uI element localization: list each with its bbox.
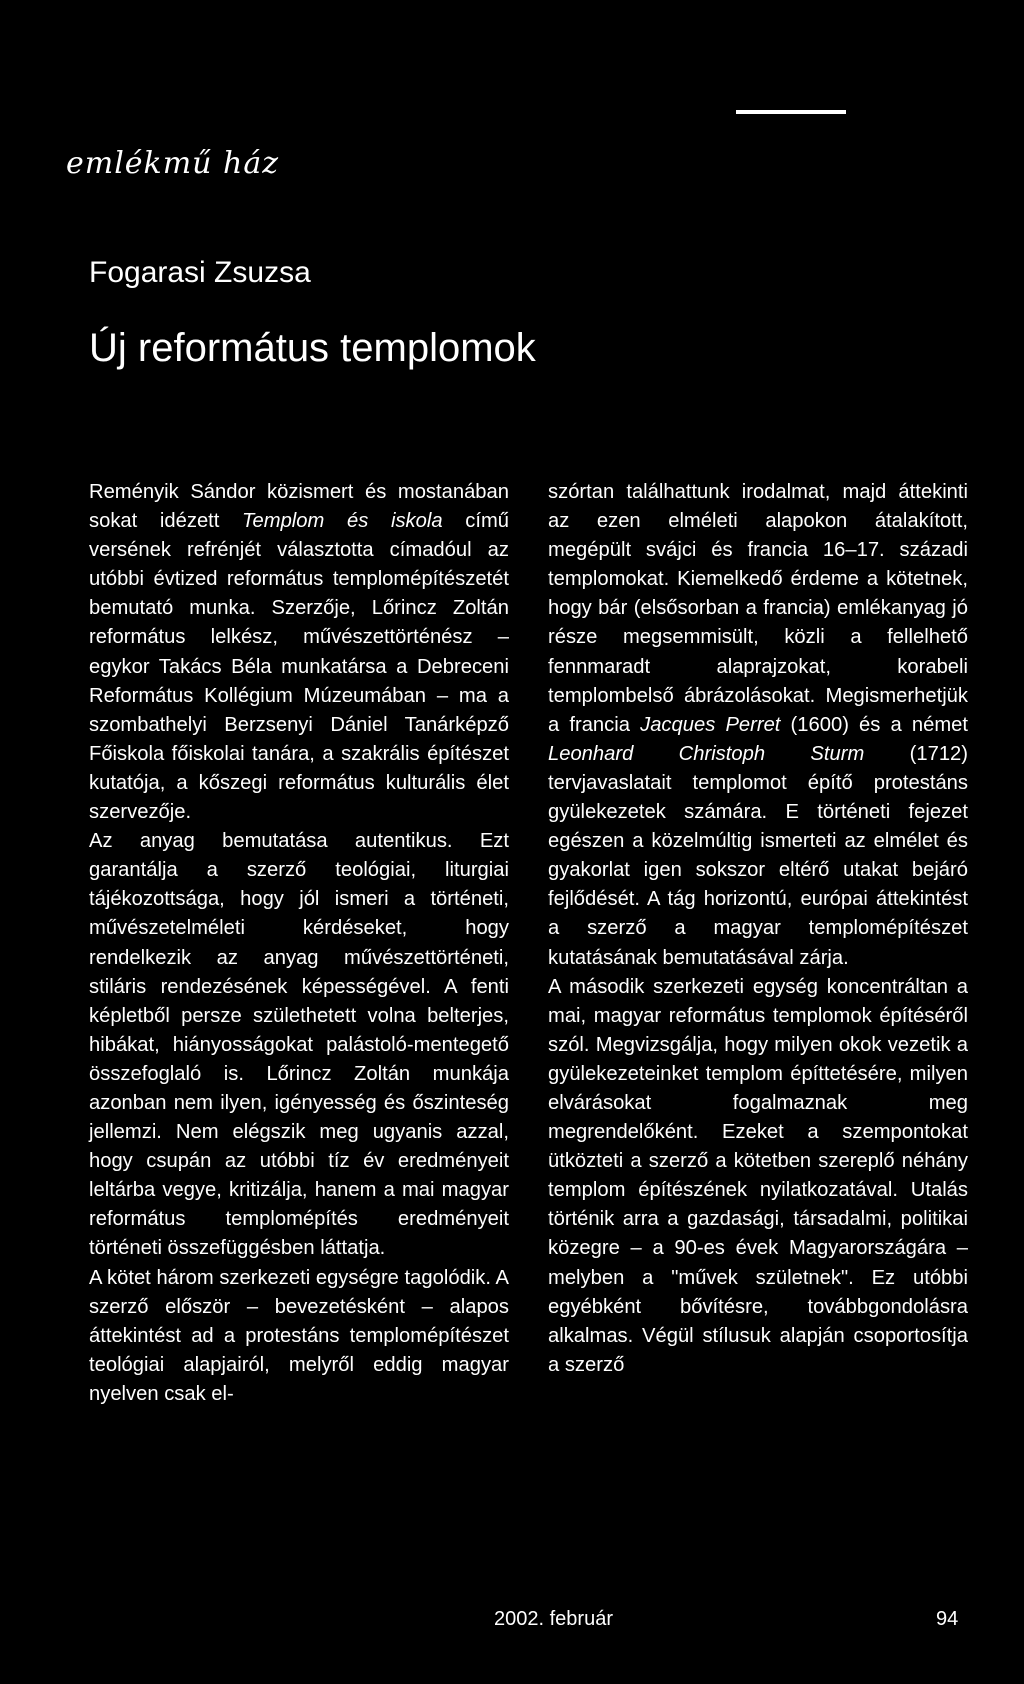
text-run: (1712) tervjavaslatait templomot építő protestáns gyülekezetek számára. E történeti fejezet egészen a közelmúltig ismerteti az elmélet és gyakorlat igen sokszor eltérő utakat bejáró fejlődését. A tág horizontú, európai áttekintést a szerző a magyar templomépítészet kutatásának bemutatásával zárja. <box>548 742 968 969</box>
text-run: A kötet három szerkezeti egységre tagolódik. A szerző először – bevezetésként – alapos áttekintést ad a protestáns templomépítészet teológiai alapjairól, melyről eddig magyar nyelven csak el- <box>89 1266 509 1405</box>
left-column <box>89 478 509 1409</box>
header-rule <box>736 110 846 114</box>
person-name: Leonhard Christoph Sturm <box>548 742 865 765</box>
article-title: Új református templomok <box>89 326 536 370</box>
paragraph <box>548 478 968 973</box>
page-number: 94 <box>936 1608 959 1630</box>
paragraph <box>89 1264 509 1409</box>
text-run: szórtan találhattunk irodalmat, majd áttekinti az ezen elméleti alapokon átalakított, megépült svájci és francia 16–17. századi templomokat. Kiemelkedő érdeme a kötetnek, hogy bár (elsősorban a francia) emlékanyag jó része megsemmisült, közli a fellelhető fennmaradt alaprajzokat, korabeli templombelső ábrázolásokat. Megismerhetjük a francia <box>548 481 968 736</box>
book-title: Templom és iskola <box>242 510 443 533</box>
article-author: Fogarasi Zsuzsa <box>89 256 311 289</box>
text-run: című versének refrénjét választotta címadóul az utóbbi évtized református templomépítészetét bemutató munka. Szerzője, Lőrincz Zoltán református lelkész, művészettörténész – egykor Takács Béla munkatársa a Debreceni Református Kollégium Múzeumában – ma a szombathelyi Berzsenyi Dániel Tanárképző Főiskola főiskolai tanára, a szakrális építészet kutatója, a kőszegi református kulturális élet szervezője. <box>89 510 509 824</box>
paragraph <box>89 478 509 827</box>
section-rubric: emlékmű ház <box>66 146 280 181</box>
person-name: Jacques Perret <box>640 713 781 736</box>
text-run: Az anyag bemutatása autentikus. Ezt garantálja a szerző teológiai, liturgiai tájékozottsága, hogy jól ismeri a történeti, művészetelméleti kérdéseket, hogy rendelkezik az anyag művészettörténeti, stiláris rendezésének képességével. A fenti képletből persze születhetett volna belterjes, hibákat, hiányosságokat palástoló-mentegető összefoglaló is. Lőrincz Zoltán munkája azonban nem ilyen, igényesség és őszinteség jellemzi. Nem elégszik meg ugyanis azzal, hogy csupán az utóbbi tíz év eredményeit leltárba vegye, kritizálja, hanem a mai magyar református templomépítés eredményeit történeti összefüggésben láttatja. <box>89 830 509 1260</box>
issue-date: 2002. február <box>494 1608 613 1630</box>
right-column <box>548 478 968 1380</box>
text-run: Reményik Sándor közismert és mostanában sokat idézett <box>89 481 509 533</box>
paragraph: A második szerkezeti egység koncentráltan a mai, magyar református templomok építéséről szól. Megvizsgálja, hogy milyen okok vezetik a gyülekezeteinket templom építtetésére, milyen elvárásokat fogalmaznak meg megrendelőként. Ezeket a szempontokat ütközteti a szerző a kötetben szereplő néhány templom építészének nyilatkozatával. Utalás történik arra a gazdasági, társadalmi, politikai közegre – a 90-es évek Magyarországára – melyben a "művek születnek". Ez utóbbi egyébként bővítésre, továbbgondolásra alkalmas. Végül stílusuk alapján csoportosítja a szerző <box>548 975 968 1376</box>
paragraph <box>89 827 509 1263</box>
text-run: (1600) és a német <box>780 713 968 736</box>
